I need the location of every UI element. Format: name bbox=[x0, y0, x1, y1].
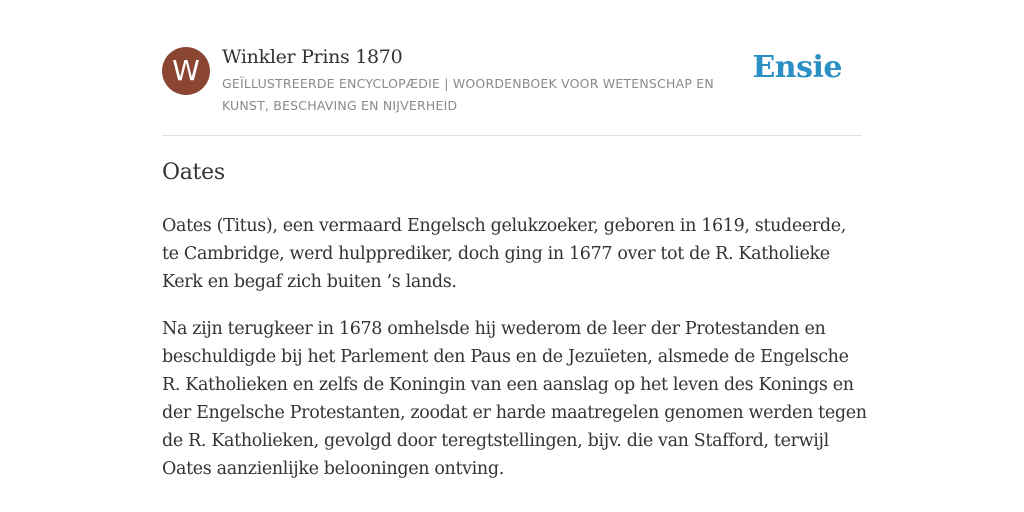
ensie-logo[interactable]: Ensie bbox=[752, 50, 842, 85]
entry-title: Oates bbox=[162, 160, 225, 185]
source-subtitle: GEÏLLUSTREERDE ENCYCLOPÆDIE | WOORDENBOEK VOOR WETENSCHAP EN KUNST, BESCHAVING EN NIJVERHEID bbox=[222, 76, 714, 113]
source-title[interactable]: Winkler Prins 1870 bbox=[222, 46, 403, 68]
entry-body bbox=[162, 212, 867, 502]
entry-paragraph: Oates (Titus), een vermaard Engelsch gelukzoeker, geboren in 1619, studeerde, te Cambridge, werd hulpprediker, doch ging in 1677 over tot de R. Katholieke Kerk en begaf zich buiten ’s lands. bbox=[162, 216, 846, 292]
source-avatar[interactable]: W bbox=[162, 47, 210, 95]
source-header bbox=[162, 44, 862, 136]
entry-paragraph: Na zijn terugkeer in 1678 omhelsde hij wederom de leer der Protestanden en beschuldigde bij het Parlement den Paus en de Jezuïeten, alsmede de Engelsche R. Katholieken en zelfs de Koningin van een aanslag op het leven des Konings en der Engelsche Protestanten, zoodat er harde maatregelen genomen werden tegen de R. Katholieken, gevolgd door teregtstellingen, bijv. die van Stafford, terwijl Oates aanzienlijke belooningen ontving. bbox=[162, 319, 867, 479]
